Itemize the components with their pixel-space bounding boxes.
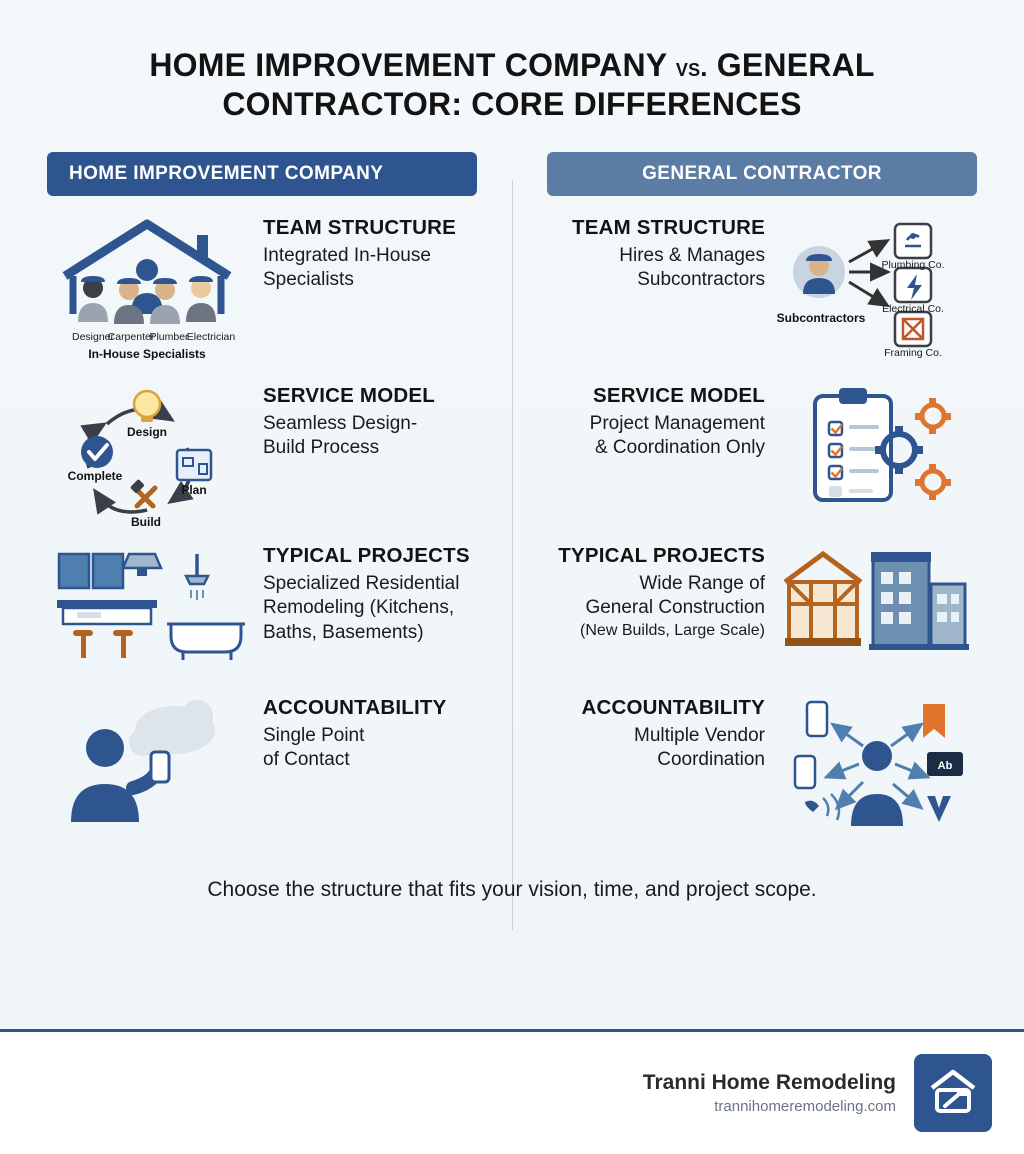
service-left-desc-line1: Seamless Design-: [263, 413, 418, 435]
category-label-team-structure-left: TEAM STRUCTURE: [263, 216, 456, 240]
clipboard-gears-icon: [777, 378, 977, 528]
brand-logo[interactable]: [914, 1054, 992, 1132]
house-hammer-icon: [926, 1064, 980, 1123]
icon-caption-subcontractors: Subcontractors: [777, 311, 866, 326]
row-team-right: [532, 210, 977, 360]
page-title: [0, 0, 1024, 124]
icon-label-carpenter: Carpenter: [107, 331, 155, 344]
row-service-left: [47, 378, 492, 538]
category-label-team-structure-right: TEAM STRUCTURE: [572, 216, 765, 240]
row-account-left-text: [247, 690, 492, 773]
footer-note: Choose the structure that fits your vision, time, and project scope.: [207, 878, 817, 902]
service-right-desc-line1: Project Management: [589, 413, 765, 435]
column-header-right-label: GENERAL CONTRACTOR: [642, 163, 882, 185]
row-team-right-text: [532, 210, 777, 293]
column-header-general-contractor: [547, 152, 977, 196]
title-line1-part-b: GENERAL: [707, 47, 875, 83]
icon-label-plumbing-co: Plumbing Co.: [881, 259, 945, 272]
category-label-accountability-right: ACCOUNTABILITY: [581, 696, 765, 720]
row-account-left: [47, 690, 492, 830]
team-left-desc-line1: Integrated In-House: [263, 245, 431, 267]
svg-text:Ab: Ab: [937, 760, 953, 773]
icon-label-plan: Plan: [181, 483, 207, 498]
column-header-home-improvement-company: [47, 152, 477, 196]
title-versus: vs.: [675, 52, 708, 82]
kitchen-bath-icon: [47, 538, 247, 678]
account-left-desc-line1: Single Point: [263, 725, 365, 747]
single-point-of-contact-icon: [47, 690, 247, 830]
row-typical-projects: [47, 538, 977, 690]
title-line2: CONTRACTOR: CORE DIFFERENCES: [222, 86, 802, 123]
brand-bar: [0, 1032, 1024, 1154]
icon-label-designer: Designer: [71, 331, 115, 344]
team-left-desc-line2: Specialists: [263, 269, 354, 291]
account-left-desc-line2: of Contact: [263, 749, 350, 771]
projects-left-desc-line1: Specialized Residential: [263, 573, 460, 595]
service-right-desc-line2: & Coordination Only: [594, 437, 765, 459]
row-account-right-text: [532, 690, 777, 773]
category-label-service-model-left: SERVICE MODEL: [263, 384, 435, 408]
row-projects-right-text: [532, 538, 777, 641]
subcontractors-icon: [777, 210, 977, 360]
row-projects-right: [532, 538, 977, 658]
row-service-left-text: [247, 378, 492, 461]
construction-buildings-icon: [777, 538, 977, 658]
icon-label-plumber: Plumber: [149, 331, 189, 344]
row-service-model: [47, 378, 977, 538]
icon-label-design: Design: [126, 425, 168, 440]
category-label-typical-projects-left: TYPICAL PROJECTS: [263, 544, 470, 568]
title-line1-part-a: HOME IMPROVEMENT COMPANY: [149, 47, 676, 83]
projects-right-desc-line3: (New Builds, Large Scale): [580, 621, 765, 639]
team-right-desc-line1: Hires & Manages: [619, 245, 765, 267]
row-service-right: [532, 378, 977, 528]
icon-label-build: Build: [131, 515, 161, 530]
row-team-structure: [47, 210, 977, 378]
icon-label-framing-co: Framing Co.: [884, 347, 942, 360]
design-build-cycle-icon: [47, 378, 247, 538]
row-projects-left: [47, 538, 492, 678]
comparison-rows: [0, 196, 1024, 902]
projects-right-desc-line2: General Construction: [585, 597, 765, 619]
row-team-left-text: [247, 210, 492, 293]
multiple-vendor-coordination-icon: [777, 690, 977, 840]
row-accountability: [47, 690, 977, 858]
brand-url[interactable]: trannihomeremodeling.com: [714, 1098, 896, 1115]
category-label-typical-projects-right: TYPICAL PROJECTS: [558, 544, 765, 568]
icon-label-complete: Complete: [67, 469, 123, 484]
team-right-desc-line2: Subcontractors: [637, 269, 765, 291]
projects-right-desc-line1: Wide Range of: [639, 573, 765, 595]
icon-label-electrical-co: Electrical Co.: [882, 303, 944, 316]
icon-caption-in-house-specialists: In-House Specialists: [88, 347, 206, 361]
row-team-left: [47, 210, 492, 360]
icon-label-electrician: Electrician: [186, 331, 236, 344]
in-house-team-icon: [47, 210, 247, 360]
brand-name: Tranni Home Remodeling: [642, 1071, 896, 1094]
service-left-desc-line2: Build Process: [263, 437, 380, 459]
category-label-service-model-right: SERVICE MODEL: [593, 384, 765, 408]
projects-left-desc-line3: Baths, Basements): [263, 621, 424, 643]
projects-left-desc-line2: Remodeling (Kitchens,: [263, 597, 455, 619]
category-label-accountability-left: ACCOUNTABILITY: [263, 696, 447, 720]
brand-text: [643, 1071, 896, 1115]
row-account-right: [532, 690, 977, 840]
row-projects-left-text: [247, 538, 492, 645]
row-service-right-text: [532, 378, 777, 461]
account-right-desc-line2: Coordination: [657, 749, 765, 771]
column-header-left-label: HOME IMPROVEMENT COMPANY: [69, 163, 384, 185]
account-right-desc-line1: Multiple Vendor: [634, 725, 765, 747]
